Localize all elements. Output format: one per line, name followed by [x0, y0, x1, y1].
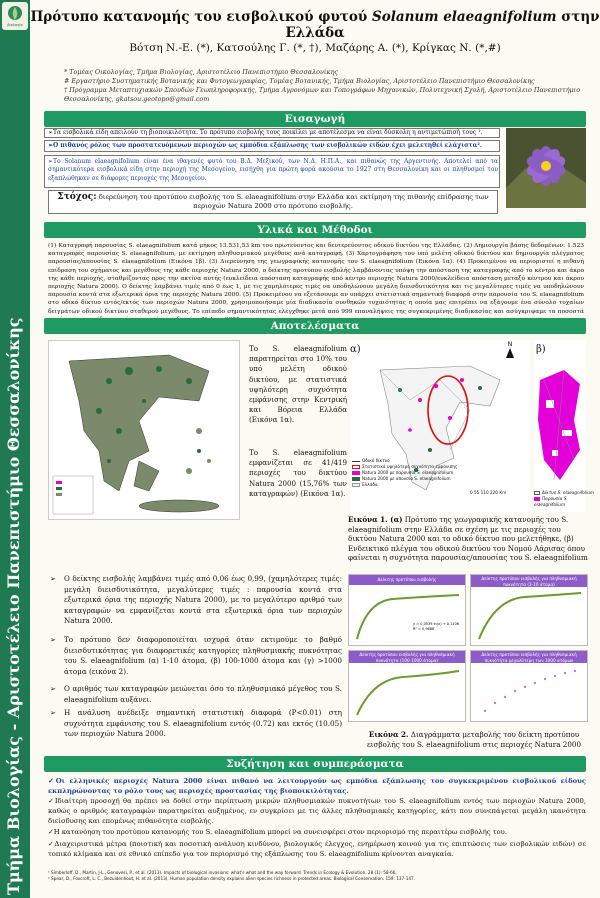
- affiliation-2: # Εργαστήριο Συστηματικής Βοτανικής και Φυτογεωγραφίας, Τομέας Βοτανικής, Τμήμα Βιολογίας, Αριστοτέλειο Πανεπιστήμιο Θεσσαλονίκης: [64, 77, 535, 85]
- figure-1-caption: [348, 515, 590, 563]
- arrow-icon: ➢: [50, 574, 57, 583]
- legend-high-freq: Στατιστικά υψηλότερη συχνότητα εμφάνισης: [352, 464, 472, 470]
- results-heading: Αποτελέσματα: [44, 318, 586, 334]
- greece-map-left: [48, 340, 240, 520]
- chart-4-title: Δείκτης προτύπου εισβολής για πληθυσμιακή πυκνότητα μεγαλύτερη των 1000 ατόμων: [471, 651, 587, 663]
- logo-icon: [4, 4, 26, 28]
- logo-caption: βιολογία: [7, 23, 23, 27]
- arrow-icon: ➢: [50, 684, 57, 693]
- reference-1: ¹ Simberloff, D., Martin, J-L., Genovesi, P., et al. (2013). Impacts of biological invasions: what's what and the way forward. Trends in Ecology & Evolution. 28 (1): 58-66.: [48, 870, 397, 875]
- svg-text:N: N: [507, 341, 513, 348]
- vertical-department-title: Τμήμα Βιολογίας - Αριστοτέλειο Πανεπιστήμιο Θεσσαλονίκης: [4, 317, 23, 895]
- figure-2-label: Εικόνα 2.: [368, 730, 409, 739]
- result-bullet-1: ➢ Ο δείκτης εισβολής λαμβάνει τιμές από 0,06 έως 0,99, (χαμηλότερες τιμές: μεγάλη διεισδυτικότητα, μεγαλύτερες τιμές : παρουσία κοντά στα εξωτερικά όρια της περιοχής Natura 2000), με το μεγαλύτερο αριθμό των καταγραφών να εμφανίζεται κοντά στα εξωτερικά όρια των περιοχών Natura 2000.: [50, 574, 342, 625]
- chart-1-equation: y = 0,0539 ln(x) + 0,1106: [413, 622, 459, 626]
- title-suffix: στην Ελλάδα: [285, 9, 600, 41]
- title-prefix: Πρότυπο κατανομής του εισβολικού φυτού: [30, 9, 372, 25]
- legend-roads: Οδικό δίκτυο: [352, 458, 472, 464]
- results-text-2: Το S. elaeagnifolium εμφανίζεται σε 41/419 περιοχές του δικτύου Natura 2000 (15,76% των καταγραφών) (Εικόνα 1α).: [249, 448, 347, 498]
- intro-heading: Εισαγωγή: [44, 111, 586, 127]
- grid-legend-network: Δίκτυο S. elaeagnifolium: [534, 490, 594, 496]
- flower-icon: [506, 128, 586, 208]
- intro-p2: ➢Ο πιθανός ρόλος των προστατευόμενων περιοχών ως εμπόδια εξάπλωσης των εισβολικών ειδών έχει μελετηθεί ελάχιστα².: [48, 142, 482, 149]
- affiliations: [64, 68, 584, 104]
- chart-3: [348, 650, 466, 722]
- result-bullet-3: ➢ Ο αριθμός των καταγραφών μειώνεται όσο το πληθυσμιακό μέγεθος του S. elaeagnifolium αυξάνει.: [50, 684, 342, 704]
- chart-2-plot: [475, 589, 585, 643]
- chart-3-title: Δείκτης προτύπου εισβολής για πληθυσμιακή πυκνότητα (100-1000 άτομα): [349, 651, 465, 663]
- poster-title: [30, 9, 600, 41]
- legend-natura-absent: Natura 2000 με απουσία S. elaeagnifolium: [352, 476, 472, 482]
- affiliation-3: † Πρόγραμμα Μεταπτυχιακών Σπουδών Γεωπληροφορικής, Τμήμα Αγρονόμων και Τοπογράφων Μηχανικών, Πολυτεχνική Σχολή, Αριστοτέλειο Πανεπιστήμιο Θεσσαλονίκης, gkatsou.geotopo@gmail.com: [64, 86, 581, 103]
- map-a-panel: [350, 340, 530, 512]
- grid-legend: [534, 490, 594, 508]
- map-legend: [352, 458, 472, 488]
- chart-4: [470, 650, 588, 722]
- discussion-heading: Συζήτηση και συμπεράσματα: [44, 756, 586, 772]
- label-a: α): [350, 344, 361, 355]
- figure-1-label: Εικόνα 1. (α): [348, 515, 403, 524]
- reference-2: ² Spear, D., Foxcroft, L. C., Bezuidenhout, H. et al. (2013). Human population density explains alien species richness in protected areas. Biological Conservation. 159: 137-147.: [48, 875, 416, 881]
- chart-1-title: Δείκτης προτύπου εισβολής: [349, 575, 465, 585]
- aim-box: [48, 190, 498, 214]
- label-b: β): [536, 344, 546, 355]
- arrow-icon: ➢: [50, 635, 57, 644]
- affiliation-1: * Τομέας Οικολογίας, Τμήμα Βιολογίας, Αριστοτέλειο Πανεπιστήμιο Θεσσαλονίκης: [64, 68, 339, 76]
- legend-greece: Ελλάδα: [352, 482, 472, 488]
- methods-heading: Υλικά και Μέθοδοι: [44, 222, 586, 238]
- result-bullet-2: ➢ Το πρότυπο δεν διαφοροποιείται ισχυρά όταν εκτιμούμε το βαθμό διεισδυτικότητας για διαφορετικές κατηγορίες πληθυσμιακής πυκνότητας του S. elaeagnifolium (α) 1-10 άτομα, (β) 100-1000 άτομα και (γ) >1000 άτομα (εικόνα 2).: [50, 635, 342, 676]
- legend-natura-present: Natura 2000 με παρουσία S. elaeagnifolium: [352, 470, 472, 476]
- authors: Βότση Ν.-Ε. (*), Κατσούλης Γ. (*, †), Μαζάρης Α. (*), Κρίγκας Ν. (*,#): [129, 42, 501, 54]
- figure-1-text: Πρότυπο της γεωγραφικής κατανομής του S. elaeagnifolium στην Ελλάδα σε σχέση με τις περιοχές του δικτύου Natura 2000 και το οδικό δίκτυο που μελετήθηκε, (β) Ενδεικτικό πλέγμα του οδικού δικτύου του Νομού Λάρισας όπου φαίνεται η συχνότητα παρουσίας/απουσίας του S. elaeagnifolium: [348, 515, 588, 562]
- references: [48, 870, 588, 881]
- grid-legend-presence: Παρουσία S. elaeagnifolium: [534, 496, 568, 507]
- discussion-item-2: ✓Ιδιαίτερη προσοχή θα πρέπει να δοθεί στην περίπτωση μικρών πληθυσμιακών πυκνοτήτων του S. elaeagnifolium εντός των περιοχών Natura 2000, καθώς ο αριθμός καταγραφών παρατηρείται αυξημένος, εν συγκρίσει με τις άλλες πληθυσμιακές κατηγορίες, κάτι που συνεπάγεται μεγάλη ικανότητα διείσδυσης και επομένως πιθανότητα εισβολής.: [48, 797, 586, 825]
- title-species: Solanum elaeagnifolium: [371, 9, 557, 25]
- chart-2: [470, 574, 588, 646]
- aim-text: διερεύνηση του προτύπου εισβολής του S. elaeagnifolium στην Ελλάδα και εκτίμηση της πιθανής επίδρασης των περιοχών Natura 2000 στο πρότυπο εισβολής.: [96, 193, 489, 210]
- department-logo: [2, 2, 28, 30]
- chart-1: [348, 574, 466, 646]
- poster: [30, 0, 600, 898]
- chart-1-plot: [353, 589, 463, 643]
- chart-3-plot: [353, 665, 463, 719]
- aim-label: Στόχος:: [57, 192, 97, 202]
- arrow-icon: ➢: [50, 708, 57, 717]
- intro-p3: ➢Το Solanum elaeagnifolium είναι ένα ιθαγενές φυτό του Β.Δ. Μεξικού, των Ν.Δ. Η.Π.Α., και πιθανώς της Αργεντινής. Αποτελεί από τα σημαντικότερα εισβολικά είδη στην περιοχή της Μεσογείου, εισήχθη για πρώτη φορά ακούσια το 1927 στη Θεσσαλονίκη και οι πληθυσμοί του εξαπλώθηκαν σε διάφορες περιοχές της Μεσογείου.: [48, 158, 498, 182]
- scale-bar: 0 55 110 220 Km: [470, 490, 507, 495]
- figure-2-text: Διαγράμματα μεταβολής του δείκτη προτύπου εισβολής του S. elaeagnifolium στις περιοχές Natura 2000: [366, 730, 582, 749]
- result-bullet-4: ➢ Η ανάλυση ανέδειξε σημαντική στατιστική διαφορά (P<0.01) στη συχνότητα εμφάνισης του S. elaeagnifolium εντός (0.72) και εκτός (10.05) των περιοχών Natura 2000.: [50, 708, 342, 738]
- intro-p1: ➢Τα εισβολικά είδη απειλούν τη βιοποικιλότητα. Το πρότυπο εισβολής τους ποικίλει με αποτέλεσμα να είναι δύσκολη η αντιμετώπισή τους ¹.: [48, 129, 483, 136]
- chart-4-plot: [475, 665, 585, 719]
- greece-distribution-map: [49, 341, 239, 519]
- discussion-item-3: ✓Η κατανόηση του προτύπου κατανομής του S. elaeagnifolium μπορεί να συνεισφέρει στον περιορισμό της περαιτέρω εισβολής του.: [48, 828, 507, 836]
- map-b-panel: [534, 340, 586, 512]
- discussion-item-4: ✓Διαχειριστικά μέτρα (ποιοτική και ποσοτική ανάλυση κινδύνου, βιολογικός έλεγχος, ενημέρωση κοινού για τις επιπτώσεις των εισβολικών ειδών) σε τοπικό κλίμακα και σε εθνικό επίπεδο για τον περιορισμό της εξάπλωσης του S. elaeagnifolium κρίνονται αναγκαία.: [48, 840, 586, 858]
- figure-2-caption: [360, 730, 588, 749]
- discussion-item-1: ✓Οι ελληνικές περιοχές Natura 2000 είναι πιθανό να λειτουργούν ως εμπόδια εξάπλωσης του συγκεκριμένου εισβολικού είδους εκπληρώνοντας το ρόλο τους ως περιοχές προστασίας της βιοποικιλότητας.: [48, 777, 586, 795]
- plant-photo: [506, 128, 586, 208]
- chart-2-title: Δείκτης προτύπου εισβολής για πληθυσμιακή πυκνότητα (1-10 άτομα): [471, 575, 587, 587]
- methods-text: (1) Καταγραφή παρουσίας S. elaeagnifolium κατά μήκος 13.531,53 km του πρωτεύοντος και δευτερεύοντος οδικού δικτύου της Ελλάδας. (2) Δημιουργία βάσης δεδομένων: 1.523 καταγραφές παρουσίας S. elaeagnifolium, με εκτίμηση πληθυσμιακού μεγέθους ανά καταγραφή. (3) Χαρτογράφηση του υπό μελέτη οδικού δικτύου και δημιουργία πλέγματος παρουσίας/απουσίας S. elaeagnifolium (Εικόνα 1β). (3) Διερεύνηση της γεωγραφικής κατανομής του S. elaeagnifolium (Εικόνα 1α). (4) Προκειμένου να περιοριστεί η πιθανή επίδραση του σχήματος και μεγέθους της κάθε περιοχής Natura 2000, ο δείκτης προτύπου εισβολής λαμβάνοντας υπόψη την απόσταση της καταγραφής από το κέντρο και άκρο της κάθε περιοχής, σταθμίζοντας προς την ακτίνα αυτής (ευκλείδεια απόσταση καταγραφής από κέντρο περιοχής Natura 2000/ευκλείδεια απόσταση μεταξύ κέντρου και άκρου περιοχής Natura 2000). Ο δείκτης λαμβάνει τιμές από 0 έως 1, με τις χαμηλότερες τιμές να υποδηλώνουν μεγάλη διεισδυτικότητα και τις μεγαλύτερες τιμές να υποδηλώνουν παρουσία κοντά στα εξωτερικά όρια της περιοχής Natura 2000. (5) Προκειμένου να εξετάσουμε αν υπάρχει στατιστικά σημαντική διαφορά στην παρουσία του S. elaeagnifolium στο οδικό δίκτυο εντός/εκτός των περιοχών Natura 2000, χρησιμοποιήσαμε μία διαδικασία συνθηκών τυχαιότητας η οποία μας επιτρέπει να εξάγουμε ένα σύνολο τυχαίων δειγμάτων οδικού δικτύου σταθερού μεγέθους. Το επίπεδο σημαντικότητας ελέγχθηκε μετά από 999 επαναλήψεις της συγκεκριμένης διαδικασίας και ασύγκριψαμε τα ποσοστά: [48, 243, 584, 315]
- sidebar: [0, 0, 30, 898]
- chart-1-r2: R² = 0,9888: [413, 627, 435, 631]
- north-arrow-icon: [506, 348, 514, 358]
- grid-map: [534, 340, 586, 490]
- results-text-1: Το S. elaeagnifolium παρατηρείται στο 10% του υπό μελέτη οδικού δικτύου, με στατιστικά υψηλότερη συχνότητα εμφάνισης στην Κεντρική και Βόρεια Ελλάδα (Εικόνα 1α).: [249, 344, 347, 425]
